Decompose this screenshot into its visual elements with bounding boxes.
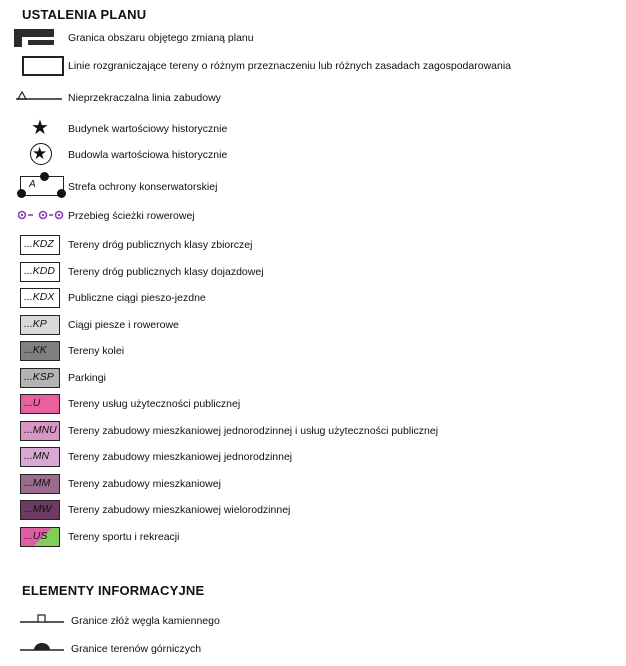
swatch-code: ...MW [20,500,60,520]
legend-row-historic-structure [0,142,626,164]
kp-swatch [20,315,64,337]
mnu-swatch [20,421,64,443]
legend-label: Tereny sportu i rekreacji [68,531,180,543]
circled-star-icon: ★ [20,142,64,164]
legend-label: Tereny dróg publicznych klasy dojazdowej [68,266,264,278]
swatch-code: ...MM [20,474,60,494]
kk-swatch [20,341,64,363]
legend-row-mnu [0,421,626,443]
legend-row-us [0,527,626,549]
legend-row-kdd [0,262,626,284]
legend-label: Budowla wartościowa historycznie [68,149,228,161]
zone-code: A [29,179,36,190]
legend-row-kp [0,315,626,337]
legend-label: Granice złóż węgla kamiennego [71,615,220,627]
legend-row-kdx [0,288,626,310]
mn-swatch [20,447,64,469]
kdx-swatch [20,288,64,310]
legend-label: Tereny usług użyteczności publicznej [68,398,241,410]
legend-row-historic-building [0,117,626,139]
conservation-zone-symbol [20,174,64,196]
legend-label: Tereny zabudowy mieszkaniowej [68,478,221,490]
section-title-plan: USTALENIA PLANU [22,7,147,22]
star-icon: ★ [31,117,49,139]
mw-swatch [20,500,64,522]
swatch-code: ...KP [20,315,60,335]
swatch-code: ...KDD [20,262,60,282]
legend-label: Przebieg ścieżki rowerowej [68,210,195,222]
legend-label: Granica obszaru objętego zmianą planu [68,32,254,44]
legend-label: Linie rozgraniczające tereny o różnym przeznaczeniu lub różnych zasadach zagospodarowania [68,60,511,72]
legend-label: Tereny kolei [68,345,125,357]
swatch-code: ...MN [20,447,60,467]
legend-label: Strefa ochrony konserwatorskiej [68,181,218,193]
swatch-code: ...US [20,527,60,547]
legend-label: Tereny zabudowy mieszkaniowej wielorodzinnej [68,504,291,516]
legend-label: Nieprzekraczalna linia zabudowy [68,92,221,104]
ksp-swatch [20,368,64,390]
legend-label: Ciągi piesze i rowerowe [68,319,179,331]
mining-area-symbol [20,637,64,659]
legend-row-mn [0,447,626,469]
legend-label: Tereny zabudowy mieszkaniowej jednorodzinnej [68,451,293,463]
legend-label: Granice terenów górniczych [71,643,202,655]
legend-label: Publiczne ciągi pieszo-jezdne [68,292,206,304]
legend-row-kdz [0,235,626,257]
legend-row-dividing-lines [0,54,626,76]
legend-row-building-line [0,86,626,108]
legend-row-ksp [0,368,626,390]
kdd-swatch [20,262,64,284]
legend-label: Tereny dróg publicznych klasy zbiorczej [68,239,253,251]
kdz-swatch [20,235,64,257]
boundary-symbol [20,28,64,50]
swatch-code: ...U [20,394,60,414]
legend-row-bike-path [0,205,626,227]
coal-deposit-symbol [20,609,64,631]
swatch-code: ...KDX [20,288,60,308]
legend-row-u [0,394,626,416]
legend-label: Parkingi [68,372,106,384]
swatch-code: ...KK [20,341,60,361]
u-swatch [20,394,64,416]
us-swatch [20,527,64,549]
legend-row-coal-deposit [0,609,626,631]
swatch-code: ...MNU [20,421,60,441]
swatch-code: ...KDZ [20,235,60,255]
swatch-code: ...KSP [20,368,60,388]
legend-label: Budynek wartościowy historycznie [68,123,228,135]
legend-row-mining-area [0,637,626,659]
mm-swatch [20,474,64,496]
dividing-lines-symbol [20,54,64,76]
legend-row-conservation-zone [0,174,626,196]
legend-label: Tereny zabudowy mieszkaniowej jednorodzinnej i usług użyteczności publicznej [68,425,439,437]
building-line-symbol [20,86,64,108]
bike-path-symbol [20,205,64,227]
legend-row-boundary [0,28,626,50]
legend-row-mw [0,500,626,522]
section-title-info: ELEMENTY INFORMACYJNE [22,583,205,598]
legend-row-kk [0,341,626,363]
legend-row-mm [0,474,626,496]
